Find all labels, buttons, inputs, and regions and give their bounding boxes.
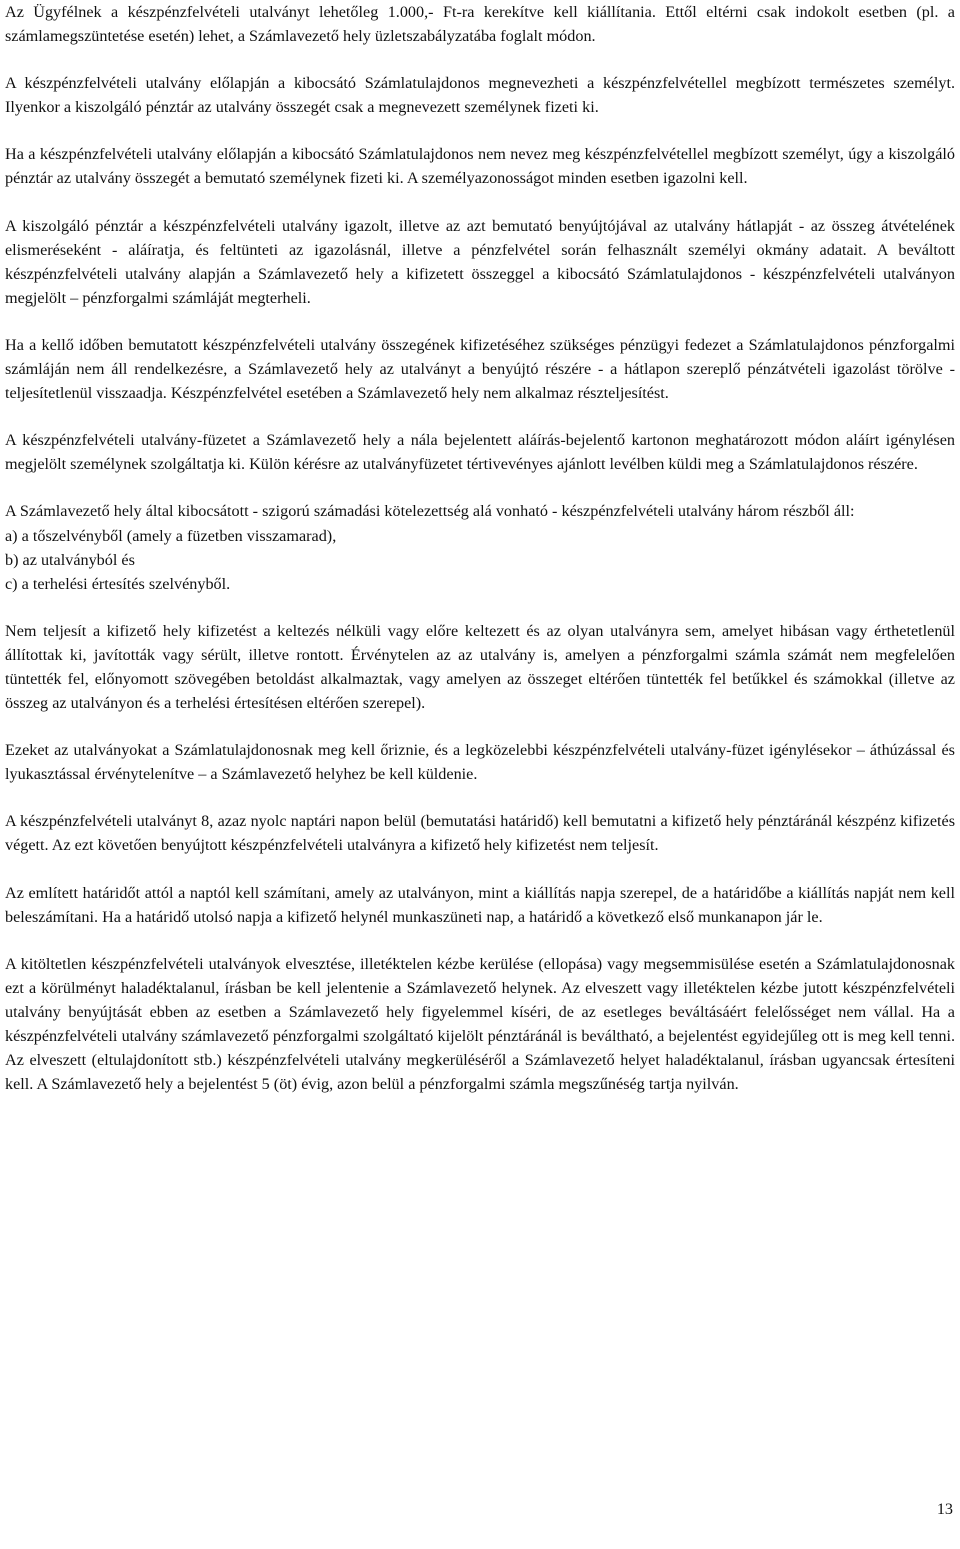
page-number: 13 (936, 1500, 953, 1518)
paragraph-presentation-deadline: A készpénzfelvételi utalványt 8, azaz nyolc naptári napon belül (bemutatási határidő) kell bemutatni a kifizető hely pénztáránál készpénz kifizetés végett. Az ezt követően benyújtott készpénzfelvételi utalványra a kifizető hely kifizetést nem teljesít. (5, 812, 955, 855)
document-page (5, 0, 955, 1119)
paragraph-deadline-calculation: Az említett határidőt attól a naptól kell számítani, amely az utalványon, mint a kiállítás napja szerepel, de a határidőbe a kiállítás napját nem kell beleszámítani. Ha a határidő utolsó napja a kifizető helynél munkaszüneti nap, a határidő a következő első munkanapon jár le. (5, 883, 955, 926)
paragraph-insufficient-funds: Ha a kellő időben bemutatott készpénzfelvételi utalvány összegének kifizetéséhez szükséges pénzügyi fedezet a Számlatulajdonos pénzforgalmi számláján nem áll rendelkezésre, a Számlavezető hely az utalványt a benyújtó részére - a hátlapon szereplő pénzátvételi igazolást törölve - teljesítetlenül visszaadja. Készpénzfelvétel esetében a Számlavezető hely nem alkalmaz részteljesítést. (5, 335, 955, 403)
paragraph-bearer-payment: Ha a készpénzfelvételi utalvány előlapján a kibocsátó Számlatulajdonos nem nevez meg készpénzfelvétellel megbízott személyt, úgy a kiszolgáló pénztár az utalvány összegét a bemutató személynek fizeti ki. A személyazonosságot minden esetben igazolni kell. (5, 145, 955, 188)
voucher-part-item-b: b) az utalványból és (5, 550, 135, 569)
paragraph-rounding: Az Ügyfélnek a készpénzfelvételi utalványt lehetőleg 1.000,- Ft-ra kerekítve kell kiállítania. Ettől eltérni csak indokolt esetben (pl. a számlamegszüntetése esetén) lehet, a Számlavezető hely üzletszabályzatába foglalt módon. (5, 3, 955, 46)
voucher-parts-intro: A Számlavezető hely által kibocsátott - szigorú számadási kötelezettség alá vonható - készpénzfelvételi utalvány három részből áll: (5, 502, 855, 521)
voucher-part-item-c: c) a terhelési értesítés szelvényből. (5, 574, 231, 593)
paragraph-return-vouchers: Ezeket az utalványokat a Számlatulajdonosnak meg kell őriznie, és a legközelebbi készpénzfelvételi utalvány-füzet igénylésekor – áthúzással és lyukasztással érvénytelenítve – a Számlavezető helyhez be kell küldenie. (5, 741, 955, 784)
voucher-part-item-a: a) a tőszelvényből (amely a füzetben visszamarad), (5, 526, 337, 545)
paragraph-booklet-delivery: A készpénzfelvételi utalvány-füzetet a Számlavezető hely a nála bejelentett aláírás-bejelentő kartonon meghatározott módon aláírt igénylésen megjelölt személynek szolgáltatja ki. Külön kérésre az utalványfüzetet tértivevényes ajánlott levélben küldi meg a Számlatulajdonos részére. (5, 431, 955, 474)
paragraph-cashier-procedure: A kiszolgáló pénztár a készpénzfelvételi utalvány igazolt, illetve az azt bemutató benyújtójával az utalvány hátlapját - az összeg átvételének elismeréseként - aláíratja, és feltünteti az igazolásnál, illetve a pénzfelvétel során felhasznált személyi okmány adatait. A beváltott készpénzfelvételi utalvány alapján a Számlavezető hely a kifizetett összeggel a kibocsátó Számlatulajdonos - készpénzfelvételi utalványon megjelölt – pénzforgalmi számláját megterheli. (5, 216, 955, 307)
paragraph-voucher-parts (5, 499, 955, 595)
paragraph-invalid-vouchers: Nem teljesít a kifizető hely kifizetést a keltezés nélküli vagy előre keltezett és az olyan utalványra sem, amelyet hibásan vagy érthetetlenül állítottak ki, javították vagy sérült, illetve rontott. Érvénytelen az az utalvány is, amelyen a pénzforgalmi számla számát nem megfelelően tüntették fel, előnyomott szövegében betoldást alkalmaztak, vagy amelyen az összeget eltérően tüntették fel betűkkel és számokkal (illetve az összeg az utalványon és a terhelési értesítésen eltérően szerepel). (5, 621, 955, 713)
paragraph-lost-vouchers: A kitöltetlen készpénzfelvételi utalványok elvesztése, illetéktelen kézbe kerülése (ellopása) vagy megsemmisülése esetén a Számlatulajdonosnak ezt a körülményt haladéktalanul, írásban be kell jelentenie a Számlavezető helynek. Az elveszett vagy illetéktelen kézbe jutott készpénzfelvételi utalvány benyújtását ebben az esetben a Számlavezető hely figyelemmel kíséri, de az esetleges beváltásáért felelősséget nem vállal. Ha a készpénzfelvételi utalvány számlavezető pénzforgalmi szolgáltató kijelölt pénztáránál is beváltható, a bejelentést egyidejűleg ott is meg kell tenni. Az elveszett (eltulajdonított stb.) készpénzfelvételi utalvány megkerüléséről a Számlavezető helyet haladéktalanul, írásban ugyancsak értesíteni kell. A Számlavezető hely a bejelentést 5 (öt) évig, azon belül a pénzforgalmi számla megszűnéség tartja nyilván. (5, 954, 955, 1094)
paragraph-named-person: A készpénzfelvételi utalvány előlapján a kibocsátó Számlatulajdonos megnevezheti a készpénzfelvétellel megbízott természetes személyt. Ilyenkor a kiszolgáló pénztár az utalvány összegét csak a megnevezett személynek fizeti ki. (5, 74, 955, 117)
